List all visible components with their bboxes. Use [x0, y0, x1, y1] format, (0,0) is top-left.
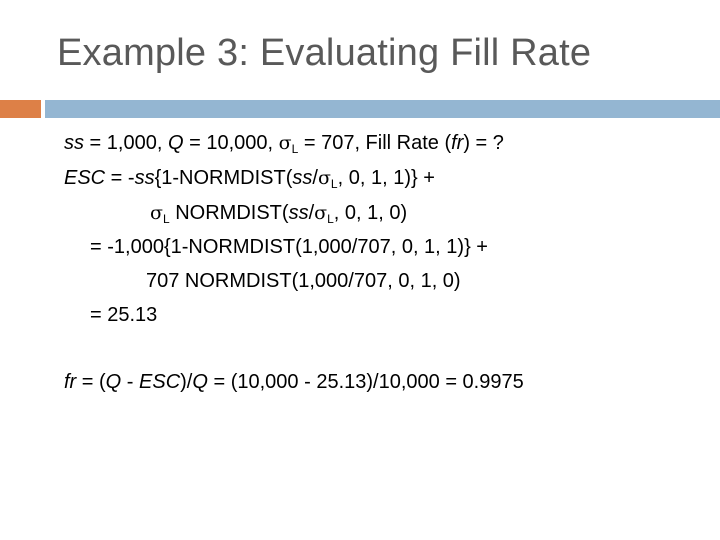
line-esc-result: = 25.13: [90, 304, 158, 326]
subscript: L: [162, 212, 170, 226]
slide-title: Example 3: Evaluating Fill Rate: [57, 32, 592, 74]
sigma-symbol: σ: [278, 132, 292, 154]
text: = 10,000,: [183, 132, 279, 154]
line-esc-substituted-cont: 707 NORMDIST(1,000/707, 0, 1, 0): [146, 270, 461, 292]
sigma-symbol: σ: [317, 167, 331, 189]
subscript: L: [291, 142, 299, 156]
line-esc-formula: [64, 166, 435, 192]
subscript: L: [327, 212, 334, 226]
var-fr: fr: [64, 371, 77, 393]
text: )/: [180, 371, 193, 393]
text: = -: [105, 167, 135, 189]
line-esc-substituted: = -1,000{1-NORMDIST(1,000/707, 0, 1, 1)} +: [90, 236, 488, 258]
line-fill-rate: [64, 370, 524, 394]
var-ss: ss: [64, 132, 84, 154]
text: = (: [76, 371, 106, 393]
var-esc: ESC: [139, 371, 181, 393]
text: ) = ?: [463, 132, 504, 154]
accent-bar: [0, 100, 41, 118]
sigma-symbol: σ: [314, 202, 328, 224]
var-q: Q: [105, 371, 122, 393]
var-fr: fr: [451, 132, 464, 154]
text: = (10,000 - 25.13)/10,000 = 0.9975: [207, 371, 524, 393]
text: = 707, Fill Rate (: [298, 132, 452, 154]
var-ss: ss: [288, 202, 309, 224]
var-q: Q: [192, 371, 208, 393]
var-ss: ss: [292, 167, 313, 189]
header-bar: [45, 100, 720, 118]
text: /: [308, 202, 315, 224]
sigma-symbol: σ: [150, 202, 163, 224]
var-q: Q: [167, 132, 184, 154]
text: -: [121, 371, 140, 393]
var-ss: ss: [134, 167, 155, 189]
text: {1-NORMDIST(: [154, 167, 293, 189]
text: , 0, 1, 1)} +: [337, 167, 435, 189]
text: , 0, 1, 0): [333, 202, 408, 224]
line-given-values: [64, 131, 504, 157]
text: = 1,000,: [84, 132, 168, 154]
line-esc-formula-cont: [150, 201, 407, 227]
text: NORMDIST(: [169, 202, 289, 224]
subscript: L: [330, 177, 338, 191]
text: /: [312, 167, 318, 189]
var-esc: ESC: [64, 167, 106, 189]
